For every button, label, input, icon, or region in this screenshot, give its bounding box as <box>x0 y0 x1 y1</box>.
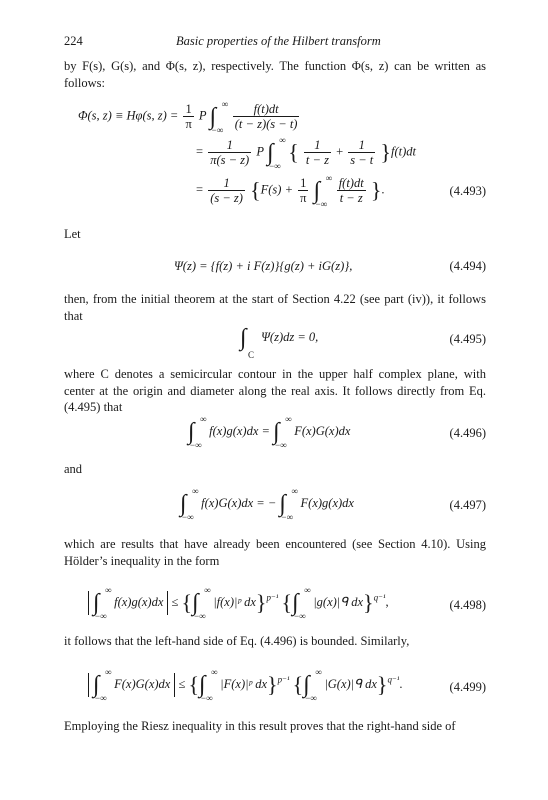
frac-num: 1 <box>208 176 245 191</box>
eq4496-rhs: F(x)G(x)dx <box>294 423 351 438</box>
page-number: 224 <box>64 34 83 48</box>
page-header <box>64 34 484 50</box>
paragraph-then: then, from the initial theorem at the start of Section 4.22 (see part (iv)), it follows that <box>64 292 486 323</box>
upper-limit: ∞ <box>221 98 229 109</box>
eq4494-body: Ψ(z) = {f(z) + i F(z)}{g(z) + iG(z)}, <box>174 259 353 273</box>
exponent-q: q⁻¹ <box>387 674 400 685</box>
lower-limit: −∞ <box>275 440 287 450</box>
eq4499-lhs: F(x)G(x)dx <box>114 676 171 691</box>
eq4497-rhs: F(x)g(x)dx <box>300 495 354 510</box>
frac-den: t − z <box>339 191 363 205</box>
eq4493-inner-integrand <box>337 176 366 205</box>
frac-num: 1 <box>348 138 375 153</box>
eq4493-line3-coef <box>208 176 245 205</box>
paragraph-which: which are results that have already been encountered (see Section 4.10). Using Hölder’s inequality in the form <box>64 537 486 568</box>
lower-limit: −∞ <box>269 160 281 171</box>
eq4498-content: ∫ ∞ −∞ f(x)g(x)dx ≤ {∫ ∞ −∞ |f(x)|ᵖ dx}$^{p^{-1}}$ {∫ ∞ −∞ |g(x)|ᑫ dx}$^{q^{-1}}$, <box>88 590 389 616</box>
paragraph-employing: Employing the Riesz inequality in this result proves that the right-hand side of <box>64 719 456 733</box>
upper-limit: ∞ <box>279 134 286 145</box>
lower-limit: −∞ <box>95 611 107 621</box>
contour-label: C <box>248 350 255 360</box>
frac-den: π <box>185 117 192 131</box>
eq4498-lhs: f(x)g(x)dx <box>114 594 164 609</box>
eq4493-line3: = $\frac{1}{(s - z)}$ {F(s) + $\frac{1}{\pi}$ ∫ ∞ −∞ $\frac{f(t)dt}{t - z}$ }. <box>196 172 385 209</box>
upper-limit: ∞ <box>304 585 311 595</box>
integral-sign: ∫ ∞ −∞ <box>273 414 292 450</box>
lower-limit: −∞ <box>194 611 206 621</box>
equation-4499 <box>64 666 486 706</box>
upper-limit: ∞ <box>211 667 218 677</box>
frac-num: 1 <box>304 138 331 153</box>
eq4495-content <box>240 325 319 360</box>
frac-den: π(s − z) <box>210 153 250 167</box>
lower-limit: −∞ <box>281 512 293 522</box>
equation-4498 <box>64 584 486 624</box>
eq4496-content <box>188 414 351 450</box>
upper-limit: ∞ <box>200 414 207 424</box>
integral-sign: ∫ ∞ −∞ <box>93 667 112 703</box>
frac-den: s − t <box>350 153 374 167</box>
eq4493-tail: f(t)dt <box>390 144 416 159</box>
lower-limit: −∞ <box>190 440 202 450</box>
integral-sign: ∫ ∞ −∞ <box>192 585 211 621</box>
lower-limit: −∞ <box>201 693 213 703</box>
lower-limit: −∞ <box>294 611 306 621</box>
frac-den: (t − z)(s − t) <box>234 117 298 131</box>
eq4493-line2-coef <box>208 138 251 167</box>
upper-limit: ∞ <box>325 172 332 183</box>
eq4493-F: F(s) + <box>260 182 294 197</box>
upper-limit: ∞ <box>315 667 322 677</box>
integral-sign: ∫ ∞ −∞ <box>279 486 298 522</box>
lower-limit: −∞ <box>95 693 107 703</box>
eq4493-term-b <box>348 138 375 167</box>
upper-limit: ∞ <box>204 585 211 595</box>
equation-number: (4.497) <box>449 498 486 512</box>
paragraph-let: Let <box>64 227 81 241</box>
integral-sign: ∫ ∞ −∞ <box>267 134 286 171</box>
paragraph-it-follows: it follows that the left-hand side of Eq. (4.496) is bounded. Similarly, <box>64 634 410 648</box>
absolute-value <box>88 585 168 621</box>
integral-sign: ∫ ∞ −∞ <box>313 172 332 209</box>
integral-sign: ∫ ∞ −∞ <box>188 414 207 450</box>
equation-4495 <box>64 322 486 358</box>
exponent-p: p⁻¹ <box>266 592 279 603</box>
frac-num: 1 <box>298 176 308 191</box>
integral-sign: ∫ ∞ −∞ <box>180 486 199 522</box>
eq4493-lhs: Φ(s, z) ≡ Hφ(s, z) = <box>78 108 179 123</box>
frac-den: t − z <box>305 153 329 167</box>
lower-limit: −∞ <box>182 512 194 522</box>
eq4497-content <box>180 486 354 522</box>
frac-num: 1 <box>183 102 193 117</box>
eq4493-inner-coef <box>298 176 308 205</box>
upper-limit: ∞ <box>105 667 112 677</box>
lower-limit: −∞ <box>315 198 328 209</box>
equation-4494 <box>64 259 486 277</box>
exponent-q: q⁻¹ <box>373 592 386 603</box>
frac-den: π <box>300 191 307 205</box>
equation-number: (4.496) <box>449 426 486 440</box>
integral-sign: ∫ ∞ −∞ <box>209 98 229 135</box>
equation-number: (4.495) <box>449 332 486 346</box>
upper-limit: ∞ <box>105 585 112 595</box>
equation-number: (4.494) <box>449 259 486 273</box>
upper-limit: ∞ <box>285 414 292 424</box>
eq4497-lhs: f(x)G(x)dx = − <box>201 495 277 510</box>
eq4499-factor-a: |F(x)|ᵖ dx <box>220 676 267 691</box>
integral-sign: ∫ ∞ −∞ <box>93 585 112 621</box>
integral-sign: ∫ ∞ −∞ <box>292 585 311 621</box>
contour-integral-sign: ∫ C <box>240 325 255 360</box>
equation-4497 <box>64 486 486 522</box>
lower-limit: −∞ <box>305 693 317 703</box>
running-title: Basic properties of the Hilbert transform <box>176 34 381 48</box>
exponent-p: p⁻¹ <box>277 674 290 685</box>
eq4499-content: ∫ ∞ −∞ F(x)G(x)dx ≤ {∫ ∞ −∞ |F(x)|ᵖ dx}$^{p^{-1}}$ {∫ ∞ −∞ |G(x)|ᑫ dx}$^{q^{-1}}$. <box>88 672 403 698</box>
eq4493-coef <box>183 102 193 131</box>
integral-sign: ∫ ∞ −∞ <box>199 667 218 703</box>
equation-number: (4.498) <box>449 598 486 612</box>
frac-num: f(t)dt <box>338 176 364 190</box>
upper-limit: ∞ <box>192 486 199 496</box>
integral-sign: ∫ ∞ −∞ <box>303 667 322 703</box>
eq4493-line2: = $\frac{1}{\pi(s - z)}$ P ∫ ∞ −∞ { $\frac{1}{t - z}$ + $\frac{1}{s - t}$ }f(t)dt <box>196 134 416 171</box>
absolute-value <box>88 667 175 703</box>
eq4493-line1 <box>78 98 301 135</box>
eq4493-term-a <box>304 138 331 167</box>
eq4498-factor-a: |f(x)|ᵖ dx <box>213 594 256 609</box>
eq4498-factor-b: |g(x)|ᑫ dx <box>313 594 364 609</box>
eq4499-factor-b: |G(x)|ᑫ dx <box>324 676 377 691</box>
paragraph-where: where C denotes a semicircular contour in the upper half complex plane, with center at the origin and diameter along the real axis. It follows directly from Eq. (4.495) that <box>64 367 486 414</box>
paragraph-and: and <box>64 462 83 476</box>
eq4493-integrand <box>233 102 300 131</box>
eq4496-lhs: f(x)g(x)dx = <box>209 423 270 438</box>
equation-number: (4.499) <box>449 680 486 694</box>
equation-4493 <box>64 100 486 210</box>
frac-num: 1 <box>208 138 251 153</box>
principal-value: P <box>256 144 264 159</box>
frac-den: (s − z) <box>210 191 243 205</box>
upper-limit: ∞ <box>291 486 298 496</box>
lower-limit: −∞ <box>211 124 224 135</box>
eq4495-body: Ψ(z)dz = 0, <box>261 329 319 344</box>
paragraph-intro: by F(s), G(s), and Φ(s, z), respectively. The function Φ(s, z) can be written as follows: <box>64 59 486 90</box>
equation-4496 <box>64 414 486 450</box>
principal-value: P <box>198 108 207 123</box>
frac-num: f(t)dt <box>233 102 300 117</box>
equation-number: (4.493) <box>449 184 486 198</box>
